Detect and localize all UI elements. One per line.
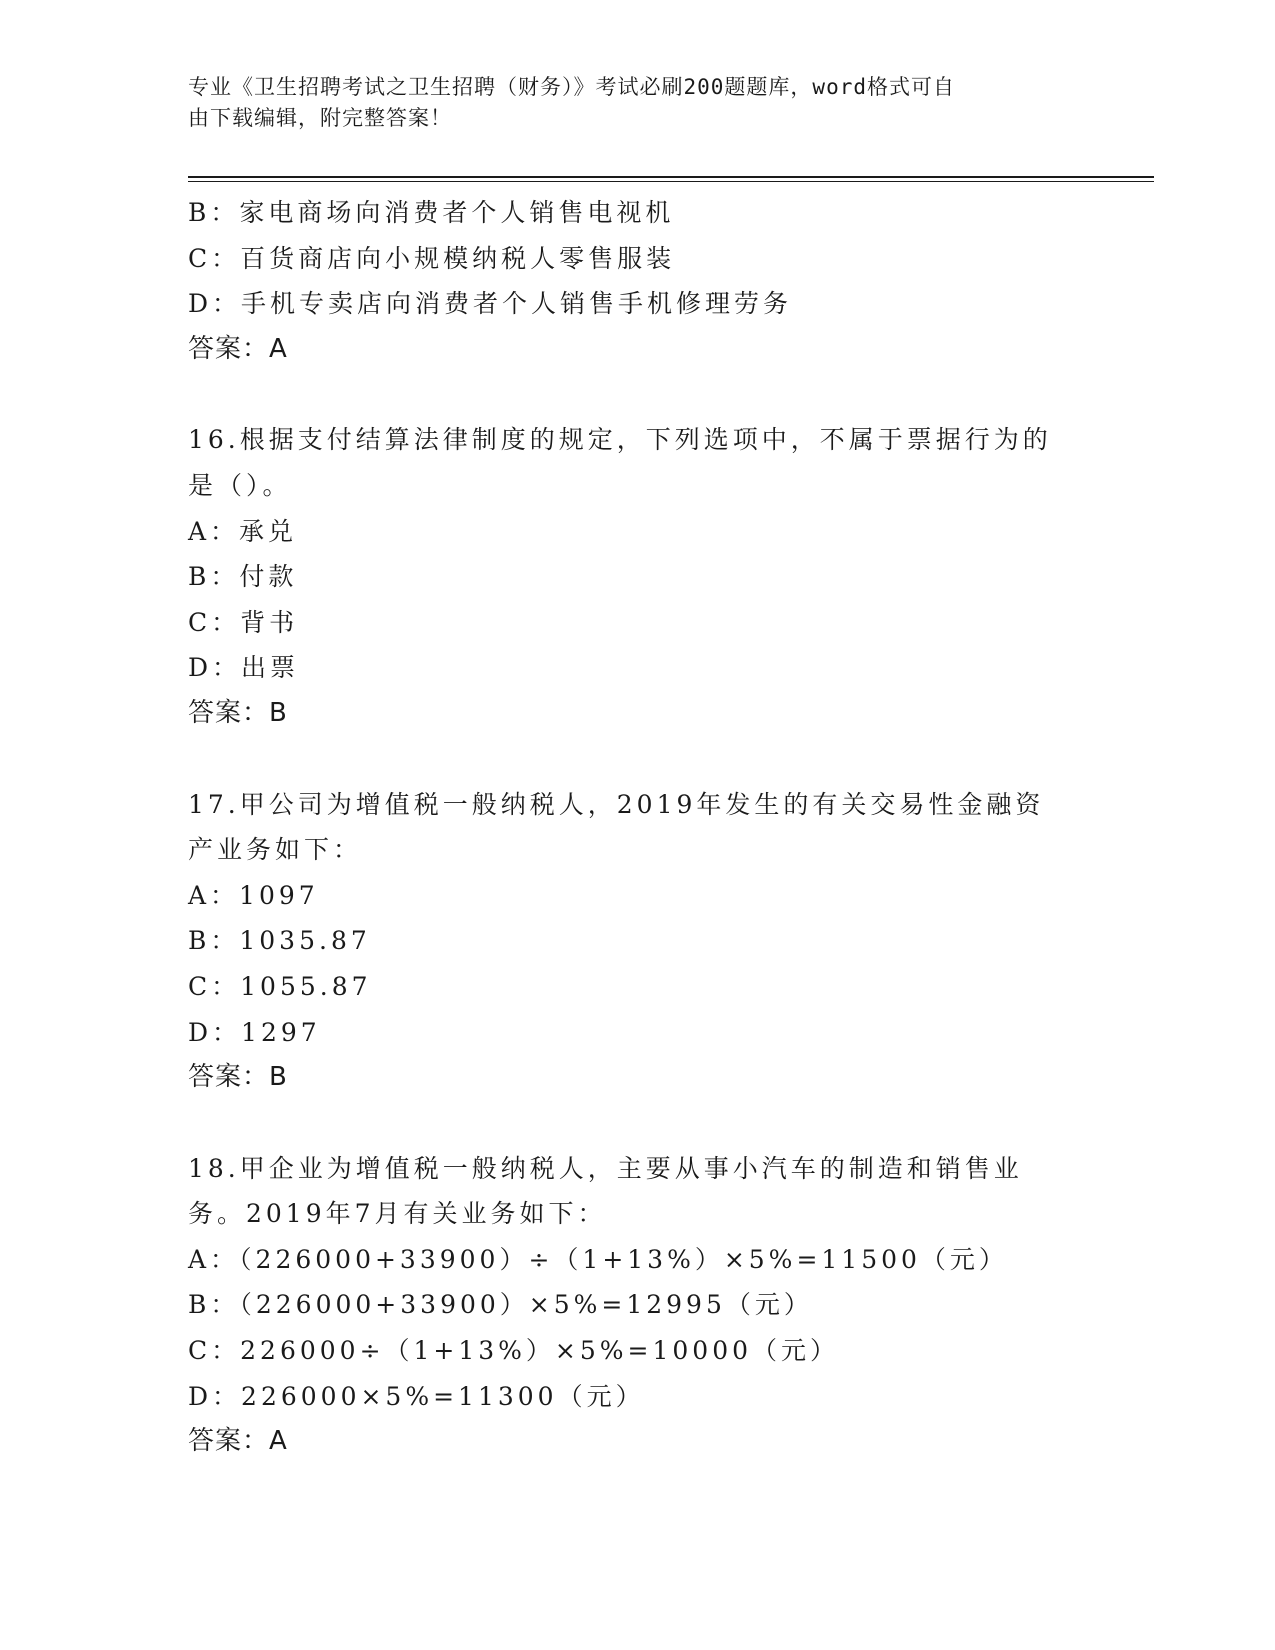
option-b: B：（226000+33900）×5%=12995（元）	[188, 1290, 813, 1320]
question-18	[188, 1146, 1118, 1465]
header-divider-thin	[188, 181, 1154, 182]
option-d: D：226000×5%=11300（元）	[188, 1381, 645, 1411]
answer-label: 答案：B	[188, 697, 288, 728]
option-b: B：家电商场向消费者个人销售电视机	[188, 198, 675, 227]
question-17	[188, 782, 1118, 1101]
option-c: C：百货商店向小规模纳税人零售服装	[188, 243, 676, 273]
answer-label: 答案：A	[188, 1426, 288, 1457]
header-divider-thick	[188, 176, 1154, 178]
question-text: 16.根据支付结算法律制度的规定，下列选项中，不属于票据行为的是（）。	[188, 425, 1052, 500]
spacer	[188, 737, 1118, 782]
question-text: 18.甲企业为增值税一般纳税人，主要从事小汽车的制造和销售业务。2019年7月有关业务如下：	[188, 1153, 1023, 1229]
answer-label: 答案：A	[188, 333, 288, 364]
option-c: C：1055.87	[188, 971, 372, 1001]
option-b: B：付款	[188, 562, 298, 592]
option-a: A：1097	[188, 880, 319, 910]
option-a: A：（226000+33900）÷（1+13%）×5%=11500（元）	[188, 1244, 1008, 1274]
spacer	[188, 1101, 1118, 1146]
option-d: D：手机专卖店向消费者个人销售手机修理劳务	[188, 289, 793, 319]
option-b: B：1035.87	[188, 926, 371, 956]
option-d: D：1297	[188, 1017, 321, 1047]
option-c: C：背书	[188, 607, 299, 637]
header-line-2: 由下载编辑，附完整答案！	[188, 106, 452, 130]
option-c: C：226000÷（1+13%）×5%=10000（元）	[188, 1336, 840, 1366]
answer-label: 答案：B	[188, 1062, 288, 1093]
option-d: D：出票	[188, 653, 300, 683]
question-15	[188, 190, 1118, 372]
option-a: A：承兑	[188, 516, 298, 546]
question-16	[188, 417, 1118, 736]
question-text: 17.甲公司为增值税一般纳税人，2019年发生的有关交易性金融资产业务如下：	[188, 789, 1045, 865]
document-header	[188, 72, 1088, 134]
question-list	[188, 190, 1118, 1465]
header-line-1: 专业《卫生招聘考试之卫生招聘（财务）》考试必刷200题题库，word格式可自	[188, 75, 955, 99]
spacer	[188, 372, 1118, 417]
